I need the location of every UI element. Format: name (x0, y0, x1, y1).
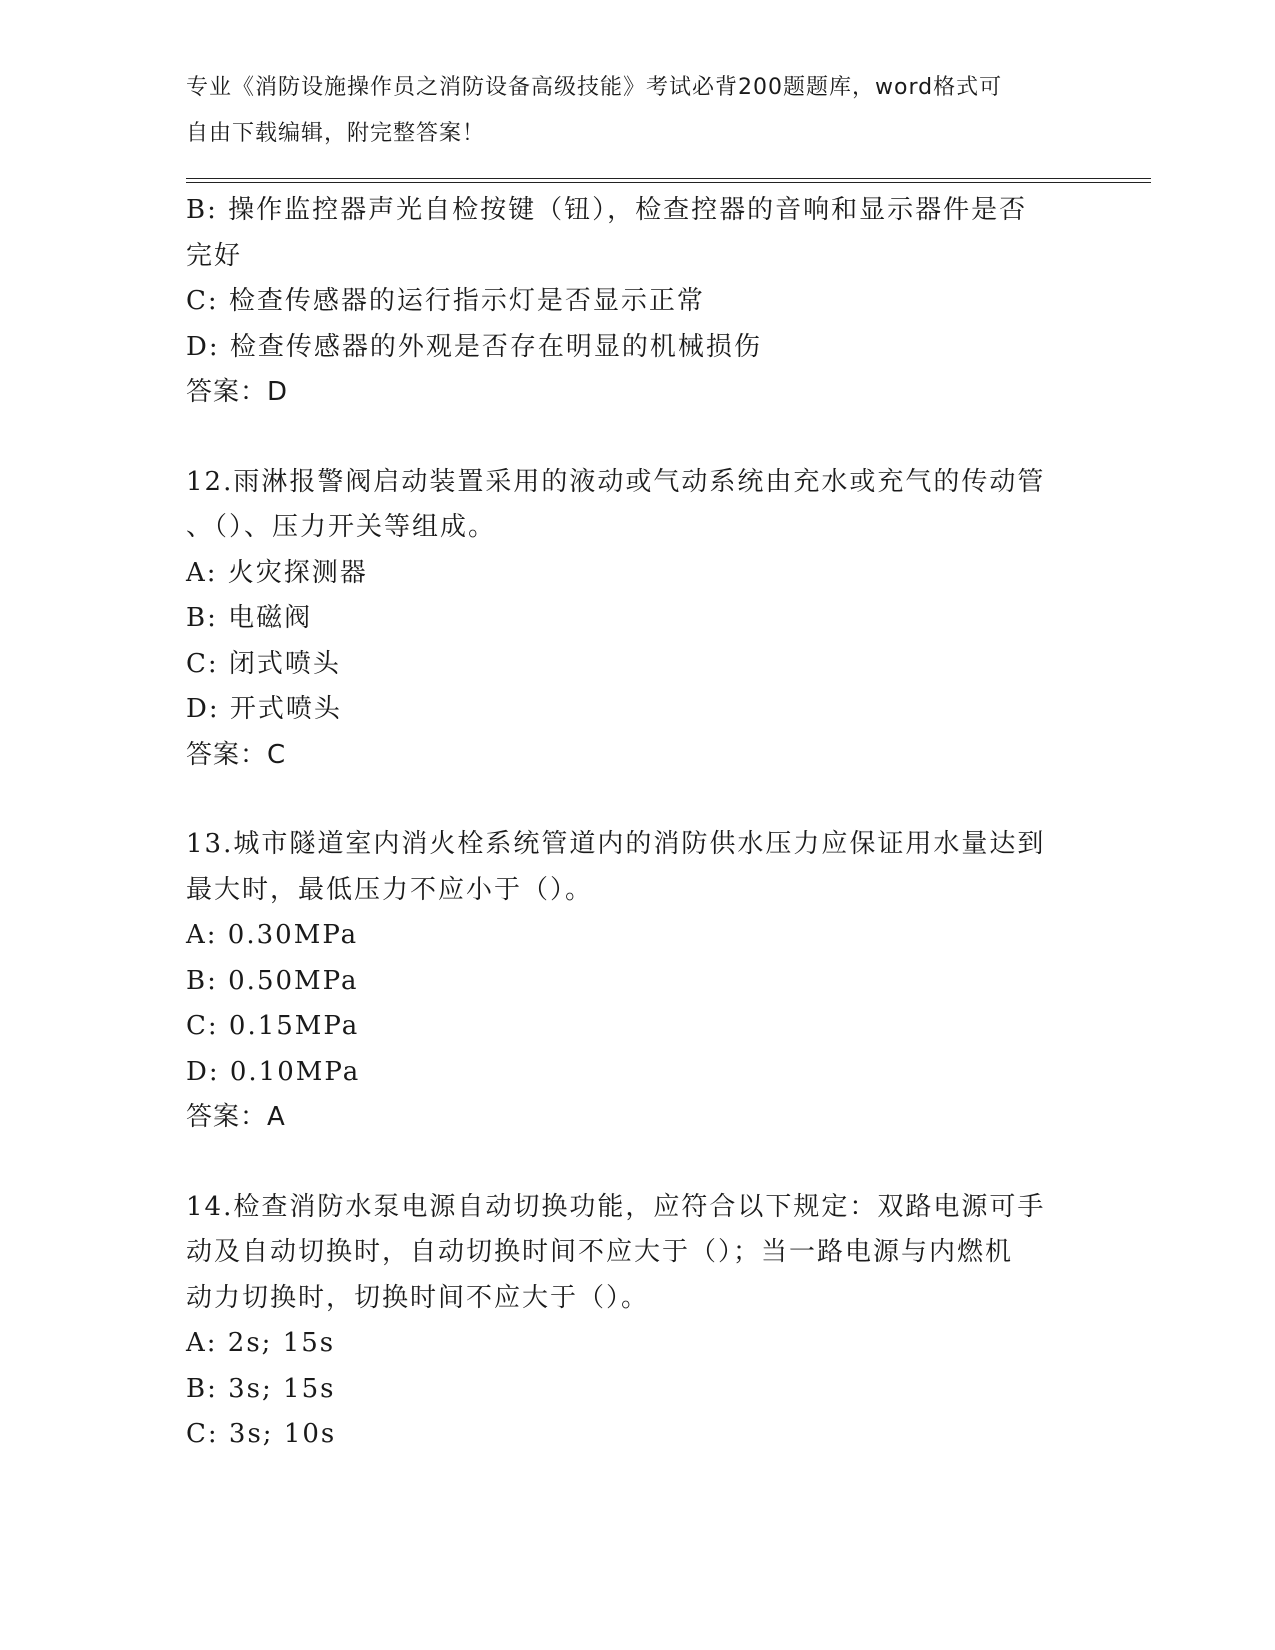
option-c: C: 闭式喷头 (186, 648, 341, 679)
option-b-line-2: 完好 (186, 240, 243, 271)
question-14 (186, 1185, 1066, 1458)
question-text-line-1: 12.雨淋报警阀启动装置采用的液动或气动系统由充水或充气的传动管 (186, 466, 1046, 497)
option-c: C: 0.15MPa (186, 1011, 360, 1041)
option-c: C: 检查传感器的运行指示灯是否显示正常 (186, 286, 705, 316)
question-spacer (186, 1141, 1066, 1185)
option-d: D: 检查传感器的外观是否存在明显的机械损伤 (186, 331, 762, 362)
question-text-line-2: 、（）、压力开关等组成。 (186, 512, 497, 542)
option-b: B: 0.50MPa (186, 965, 359, 996)
question-text-line-2: 动及自动切换时，自动切换时间不应大于（）；当一路电源与内燃机 (186, 1237, 1014, 1267)
question-text-line-1: 14.检查消防水泵电源自动切换功能，应符合以下规定：双路电源可手 (186, 1191, 1046, 1222)
question-12 (186, 460, 1066, 779)
question-list (186, 188, 1066, 1458)
document-header (186, 72, 1066, 163)
question-text-line-2: 最大时，最低压力不应小于（）。 (186, 874, 594, 905)
option-b: B: 电磁阀 (186, 603, 313, 633)
question-spacer (186, 778, 1066, 822)
option-b-line-1: B: 操作监控器声光自检按键（钮），检查控器的音响和显示器件是否 (186, 195, 1028, 225)
answer: 答案：C (186, 739, 287, 770)
option-a: A: 2s; 15s (186, 1328, 336, 1358)
header-divider (186, 178, 1151, 183)
question-13 (186, 822, 1066, 1141)
option-b: B: 3s; 15s (186, 1373, 336, 1404)
option-d: D: 开式喷头 (186, 694, 342, 724)
header-title-line-1: 专业《消防设施操作员之消防设备高级技能》考试必背200题题库，word格式可 (186, 75, 1003, 100)
question-text-line-1: 13.城市隧道室内消火栓系统管道内的消防供水压力应保证用水量达到 (186, 829, 1046, 859)
answer: 答案：A (186, 1102, 286, 1132)
answer: 答案：D (186, 377, 289, 407)
question-text-line-3: 动力切换时，切换时间不应大于（）。 (186, 1282, 650, 1313)
header-title-line-2: 自由下载编辑，附完整答案！ (186, 120, 486, 146)
question-11-continued (186, 188, 1066, 416)
option-a: A: 火灾探测器 (186, 557, 368, 588)
question-spacer (186, 416, 1066, 460)
option-a: A: 0.30MPa (186, 920, 359, 950)
option-d: D: 0.10MPa (186, 1056, 361, 1087)
option-c: C: 3s; 10s (186, 1419, 337, 1449)
